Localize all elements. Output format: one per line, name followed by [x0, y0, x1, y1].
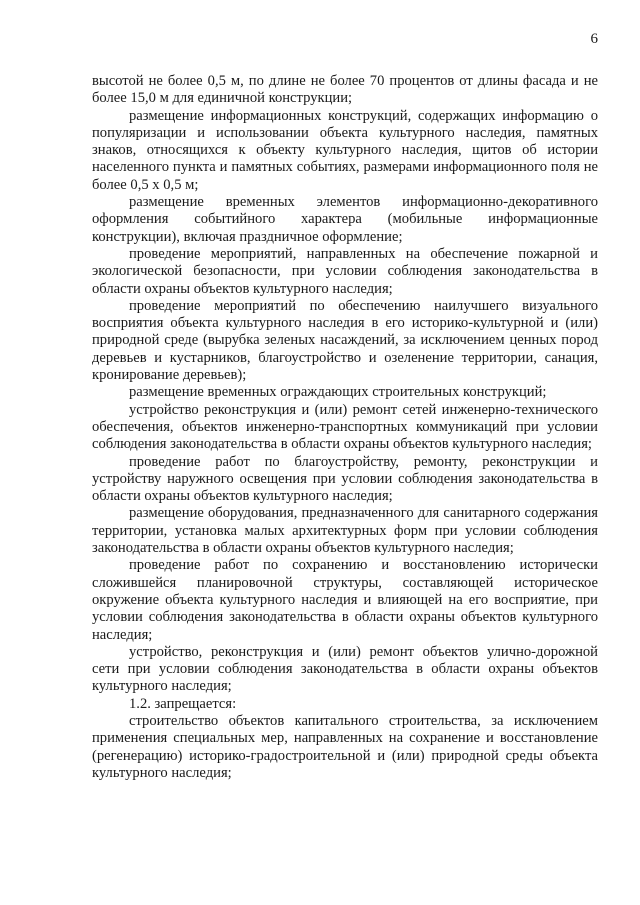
section-heading-prohibited: 1.2. запрещается: [129, 695, 237, 712]
paragraph-engineering-networks: устройство реконструкция и (или) ремонт сетей инженерно-технического обеспечения, объектов инженерно-транспортных коммуникаций при условии соблюдения законодательства в области охраны объектов культурного наследия; [92, 401, 598, 453]
paragraph-capital-construction: строительство объектов капитального строительства, за исключением применения специальных мер, направленных на сохранение и восстановление (регенерацию) историко-градостроительной и (или) природной среды объекта культурного наследия; [92, 712, 598, 781]
paragraph-continuation: высотой не более 0,5 м, по длине не более 70 процентов от длины фасада и не более 15,0 м для единичной конструкции; [92, 73, 598, 107]
paragraph-temporary-fences: размещение временных ограждающих строительных конструкций; [129, 384, 547, 401]
paragraph-outdoor-lighting: проведение работ по благоустройству, ремонту, реконструкции и устройству наружного освещения при условии соблюдения законодательства в области охраны объектов культурного наследия; [92, 453, 598, 505]
paragraph-planning-structure: проведение работ по сохранению и восстановлению исторически сложившейся планировочной структуры, составляющей историческое окружение объекта культурного наследия и влияющей на его восприятие, при условии соблюдения законодательства в области охраны объектов культурного наследия; [92, 557, 598, 643]
paragraph-sanitary-equipment: размещение оборудования, предназначенного для санитарного содержания территории, установка малых архитектурных форм при условии соблюдения законодательства в области охраны объектов культурного наследия; [92, 505, 598, 557]
paragraph-road-network: устройство, реконструкция и (или) ремонт объектов улично-дорожной сети при условии соблюдения законодательства в области охраны объектов культурного наследия; [92, 643, 598, 695]
paragraph-temporary-decor: размещение временных элементов информационно-декоративного оформления событийного характера (мобильные информационные конструкции), включая праздничное оформление; [92, 194, 598, 245]
page-number: 6 [590, 31, 598, 47]
paragraph-info-constructions: размещение информационных конструкций, содержащих информацию о популяризации и использовании объекта культурного наследия, памятных знаков, относящихся к объекту культурного наследия, щитов об истории населенного пункта и памятных событиях, размерами информационного поля не более 0,5 х 0,5 м; [92, 107, 598, 193]
paragraph-visual-perception: проведение мероприятий по обеспечению наилучшего визуального восприятия объекта культурного наследия в его историко-культурной и (или) природной среде (вырубка зеленых насаждений, за исключением ценных пород деревьев и кустарников, благоустройство и озеленение территории, санация, кронирование деревьев); [92, 297, 598, 384]
paragraph-fire-safety: проведение мероприятий, направленных на обеспечение пожарной и экологической безопасности, при условии соблюдения законодательства в области охраны объектов культурного наследия; [92, 245, 598, 297]
document-body [92, 73, 598, 782]
